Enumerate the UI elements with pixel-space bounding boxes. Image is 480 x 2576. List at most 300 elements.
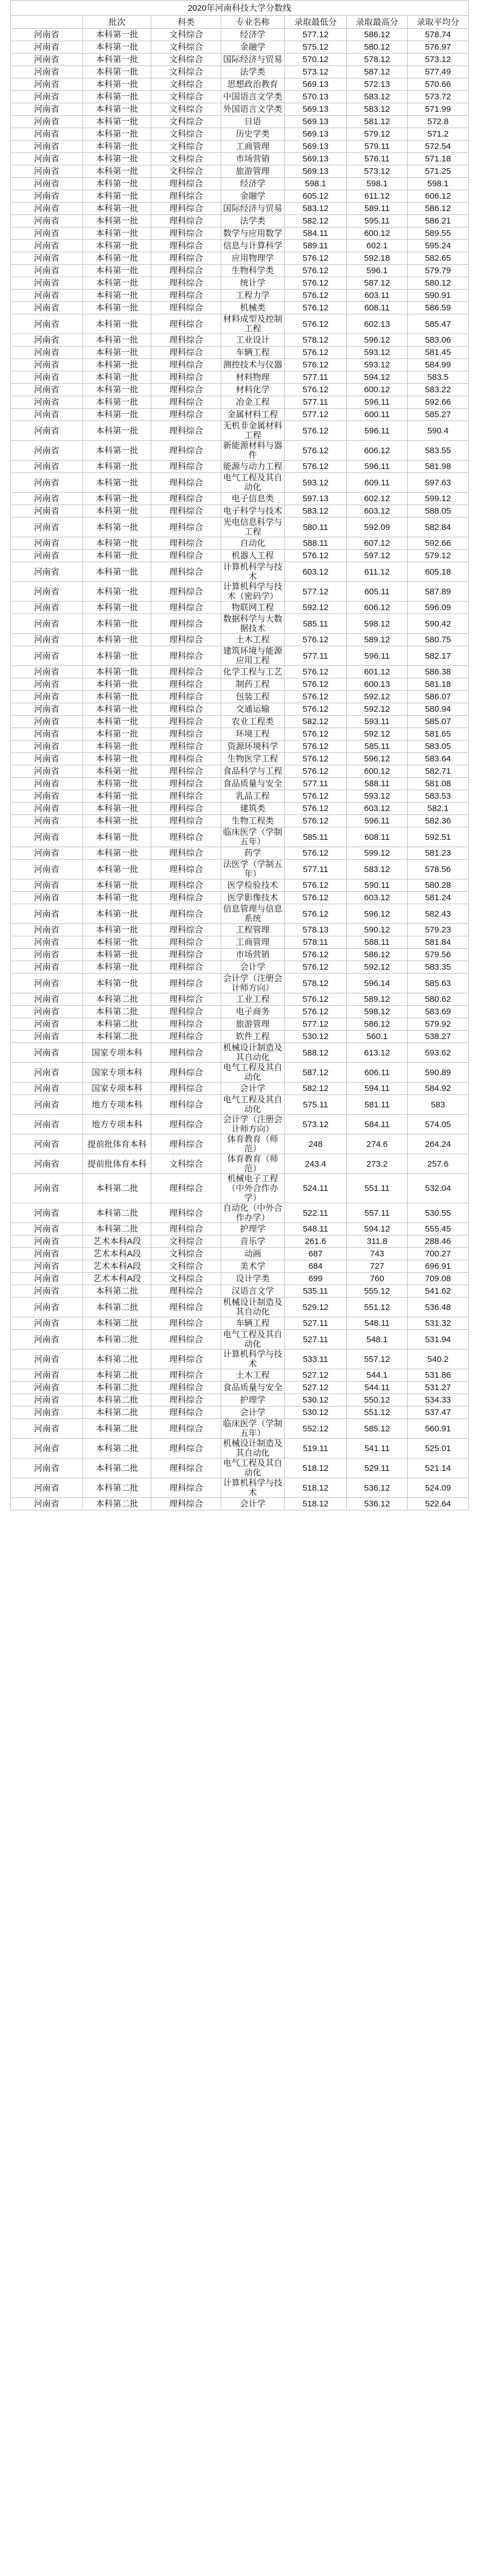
cell-subject: 理科综合 [151, 1203, 221, 1223]
cell-min-score: 585.11 [285, 614, 347, 634]
cell-major: 国际经济与贸易 [221, 203, 284, 215]
cell-avg-score: 581.18 [408, 678, 469, 691]
cell-batch: 本科第一批 [83, 78, 151, 91]
cell-batch: 本科第一批 [83, 716, 151, 728]
cell-major: 国际经济与贸易 [221, 54, 284, 66]
table-row [11, 384, 469, 396]
cell-major: 电气工程及其自动化 [221, 1330, 284, 1350]
cell-major: 法医学（学制五年） [221, 860, 284, 879]
cell-max-score: 536.12 [347, 1478, 408, 1498]
cell-avg-score: 599.12 [408, 493, 469, 505]
table-row [11, 765, 469, 778]
cell-province: 河南省 [11, 1236, 83, 1248]
cell-subject: 理科综合 [151, 1134, 221, 1154]
cell-subject: 理科综合 [151, 550, 221, 562]
table-row [11, 334, 469, 347]
cell-batch: 本科第二批 [83, 993, 151, 1006]
cell-avg-score: 525.01 [408, 1439, 469, 1458]
cell-max-score: 760 [347, 1273, 408, 1285]
cell-max-score: 609.11 [347, 473, 408, 493]
cell-avg-score: 579.92 [408, 1018, 469, 1031]
table-row [11, 190, 469, 203]
cell-province: 河南省 [11, 203, 83, 215]
cell-subject: 理科综合 [151, 1115, 221, 1134]
cell-province: 河南省 [11, 614, 83, 634]
cell-avg-score: 560.91 [408, 1419, 469, 1439]
cell-subject: 理科综合 [151, 240, 221, 252]
cell-max-score: 584.11 [347, 1115, 408, 1134]
cell-avg-score: 580.28 [408, 879, 469, 892]
cell-subject: 理科综合 [151, 1369, 221, 1382]
cell-major: 会计学 [221, 1083, 284, 1095]
table-row [11, 703, 469, 716]
table-row [11, 582, 469, 602]
cell-subject: 理科综合 [151, 227, 221, 240]
cell-province: 河南省 [11, 371, 83, 384]
cell-max-score: 555.12 [347, 1285, 408, 1298]
cell-avg-score: 574.05 [408, 1115, 469, 1134]
cell-max-score: 589.12 [347, 634, 408, 646]
cell-province: 河南省 [11, 240, 83, 252]
cell-province: 河南省 [11, 1498, 83, 1510]
cell-batch: 本科第一批 [83, 178, 151, 190]
cell-min-score: 569.13 [285, 116, 347, 128]
cell-batch: 本科第一批 [83, 936, 151, 949]
table-row [11, 1369, 469, 1382]
cell-province: 河南省 [11, 1174, 83, 1203]
cell-max-score: 606.11 [347, 1063, 408, 1083]
cell-batch: 本科第一批 [83, 277, 151, 290]
cell-batch: 本科第一批 [83, 847, 151, 860]
table-row [11, 1394, 469, 1407]
cell-max-score: 592.12 [347, 728, 408, 741]
cell-min-score: 577.12 [285, 29, 347, 41]
cell-major: 工程力学 [221, 290, 284, 302]
cell-subject: 理科综合 [151, 1063, 221, 1083]
cell-subject: 理科综合 [151, 753, 221, 765]
header-avg-score: 录取平均分 [408, 16, 469, 29]
cell-major: 测控技术与仪器 [221, 359, 284, 371]
cell-min-score: 576.12 [285, 765, 347, 778]
cell-min-score: 578.12 [285, 974, 347, 993]
cell-batch: 本科第一批 [83, 473, 151, 493]
cell-subject: 文科综合 [151, 1273, 221, 1285]
cell-province: 河南省 [11, 1407, 83, 1419]
table-row [11, 302, 469, 314]
cell-max-score: 560.1 [347, 1031, 408, 1043]
cell-province: 河南省 [11, 290, 83, 302]
table-row [11, 790, 469, 803]
cell-max-score: 606.12 [347, 602, 408, 614]
cell-batch: 本科第一批 [83, 728, 151, 741]
table-row [11, 646, 469, 666]
table-row [11, 215, 469, 227]
cell-batch: 本科第一批 [83, 252, 151, 265]
cell-major: 法学类 [221, 66, 284, 78]
cell-major: 冶金工程 [221, 396, 284, 409]
cell-avg-score: 590.4 [408, 421, 469, 441]
cell-batch: 本科第二批 [83, 1203, 151, 1223]
cell-major: 材料成型及控制工程 [221, 314, 284, 334]
cell-province: 河南省 [11, 1439, 83, 1458]
cell-max-score: 602.12 [347, 493, 408, 505]
cell-province: 河南省 [11, 892, 83, 904]
cell-min-score: 576.12 [285, 753, 347, 765]
cell-major: 计算机科学与技术 [221, 1350, 284, 1369]
cell-major: 机械设计制造及其自动化 [221, 1439, 284, 1458]
cell-subject: 理科综合 [151, 518, 221, 537]
cell-batch: 本科第二批 [83, 1439, 151, 1458]
cell-min-score: 518.12 [285, 1458, 347, 1478]
cell-batch: 本科第一批 [83, 359, 151, 371]
cell-max-score: 592.12 [347, 961, 408, 974]
cell-min-score: 243.4 [285, 1154, 347, 1174]
cell-subject: 理科综合 [151, 691, 221, 703]
cell-subject: 理科综合 [151, 974, 221, 993]
cell-subject: 文科综合 [151, 29, 221, 41]
cell-min-score: 578.11 [285, 936, 347, 949]
cell-min-score: 569.13 [285, 165, 347, 178]
table-row [11, 116, 469, 128]
cell-major: 生物医学工程 [221, 753, 284, 765]
cell-min-score: 573.12 [285, 1115, 347, 1134]
cell-max-score: 536.12 [347, 1498, 408, 1510]
cell-batch: 艺术本科A段 [83, 1248, 151, 1260]
cell-batch: 本科第一批 [83, 128, 151, 141]
cell-batch: 本科第一批 [83, 904, 151, 924]
cell-province: 河南省 [11, 396, 83, 409]
cell-subject: 文科综合 [151, 41, 221, 54]
cell-max-score: 598.12 [347, 1006, 408, 1018]
table-row [11, 359, 469, 371]
cell-min-score: 605.12 [285, 190, 347, 203]
cell-max-score: 579.11 [347, 141, 408, 153]
cell-batch: 本科第一批 [83, 691, 151, 703]
cell-min-score: 576.12 [285, 790, 347, 803]
cell-batch: 本科第一批 [83, 29, 151, 41]
cell-avg-score: 598.1 [408, 178, 469, 190]
cell-min-score: 582.12 [285, 1083, 347, 1095]
cell-avg-score: 583.64 [408, 753, 469, 765]
cell-subject: 理科综合 [151, 441, 221, 461]
table-row [11, 1419, 469, 1439]
cell-min-score: 576.12 [285, 691, 347, 703]
cell-major: 材料物理 [221, 371, 284, 384]
cell-avg-score: 590.89 [408, 1063, 469, 1083]
cell-major: 法学类 [221, 215, 284, 227]
cell-major: 车辆工程 [221, 347, 284, 359]
cell-min-score: 576.12 [285, 290, 347, 302]
cell-province: 河南省 [11, 1248, 83, 1260]
cell-max-score: 586.12 [347, 949, 408, 961]
cell-min-score: 576.12 [285, 993, 347, 1006]
cell-min-score: 576.12 [285, 666, 347, 678]
cell-province: 河南省 [11, 1458, 83, 1478]
cell-subject: 理科综合 [151, 1350, 221, 1369]
cell-major: 护理学 [221, 1223, 284, 1236]
cell-max-score: 274.6 [347, 1134, 408, 1154]
cell-avg-score: 592.66 [408, 537, 469, 550]
cell-batch: 本科第一批 [83, 537, 151, 550]
cell-province: 河南省 [11, 1203, 83, 1223]
cell-batch: 本科第一批 [83, 924, 151, 936]
cell-subject: 理科综合 [151, 505, 221, 518]
cell-major: 体育教育（师范） [221, 1154, 284, 1174]
cell-min-score: 570.13 [285, 91, 347, 103]
cell-max-score: 311.8 [347, 1236, 408, 1248]
table-row [11, 441, 469, 461]
cell-major: 电子商务 [221, 1006, 284, 1018]
cell-max-score: 581.12 [347, 116, 408, 128]
table-row [11, 1083, 469, 1095]
cell-batch: 本科第一批 [83, 753, 151, 765]
cell-avg-score: 700.27 [408, 1248, 469, 1260]
cell-min-score: 582.12 [285, 716, 347, 728]
cell-province: 河南省 [11, 993, 83, 1006]
table-row [11, 66, 469, 78]
table-row [11, 1498, 469, 1510]
cell-avg-score: 592.51 [408, 827, 469, 847]
cell-province: 河南省 [11, 924, 83, 936]
cell-batch: 本科第一批 [83, 461, 151, 473]
cell-major: 日语 [221, 116, 284, 128]
cell-province: 河南省 [11, 1018, 83, 1031]
cell-avg-score: 586.07 [408, 691, 469, 703]
cell-major: 自动化 [221, 537, 284, 550]
cell-province: 河南省 [11, 178, 83, 190]
table-row [11, 128, 469, 141]
cell-province: 河南省 [11, 961, 83, 974]
cell-min-score: 577.12 [285, 1018, 347, 1031]
cell-batch: 本科第一批 [83, 103, 151, 116]
cell-major: 工业工程 [221, 993, 284, 1006]
cell-max-score: 573.12 [347, 165, 408, 178]
cell-max-score: 580.12 [347, 41, 408, 54]
cell-max-score: 611.12 [347, 562, 408, 582]
cell-subject: 理科综合 [151, 936, 221, 949]
cell-avg-score: 571.18 [408, 153, 469, 165]
cell-min-score: 569.13 [285, 141, 347, 153]
cell-subject: 理科综合 [151, 537, 221, 550]
cell-subject: 理科综合 [151, 582, 221, 602]
cell-subject: 理科综合 [151, 949, 221, 961]
table-row [11, 240, 469, 252]
cell-province: 河南省 [11, 409, 83, 421]
cell-max-score: 605.11 [347, 582, 408, 602]
table-row [11, 41, 469, 54]
cell-min-score: 576.12 [285, 904, 347, 924]
cell-max-score: 586.12 [347, 29, 408, 41]
cell-province: 河南省 [11, 790, 83, 803]
cell-province: 河南省 [11, 537, 83, 550]
cell-major: 乳品工程 [221, 790, 284, 803]
table-row [11, 277, 469, 290]
cell-major: 药学 [221, 847, 284, 860]
cell-batch: 本科第一批 [83, 860, 151, 879]
cell-subject: 理科综合 [151, 790, 221, 803]
cell-batch: 艺术本科A段 [83, 1260, 151, 1273]
cell-batch: 本科第一批 [83, 634, 151, 646]
cell-min-score: 580.11 [285, 518, 347, 537]
cell-province: 河南省 [11, 666, 83, 678]
cell-min-score: 576.12 [285, 728, 347, 741]
cell-avg-score: 582.65 [408, 252, 469, 265]
cell-subject: 理科综合 [151, 778, 221, 790]
table-row [11, 1298, 469, 1317]
cell-max-score: 583.12 [347, 103, 408, 116]
cell-province: 河南省 [11, 1317, 83, 1330]
cell-subject: 理科综合 [151, 803, 221, 815]
cell-major: 会计学（注册会计师方向） [221, 974, 284, 993]
table-row [11, 1174, 469, 1203]
table-row [11, 1006, 469, 1018]
cell-major: 计算机科学与技术 [221, 1478, 284, 1498]
cell-max-score: 596.11 [347, 646, 408, 666]
cell-subject: 理科综合 [151, 421, 221, 441]
cell-min-score: 576.12 [285, 1006, 347, 1018]
table-row [11, 1236, 469, 1248]
cell-batch: 本科第一批 [83, 550, 151, 562]
cell-avg-score: 582.36 [408, 815, 469, 827]
cell-max-score: 588.11 [347, 778, 408, 790]
table-row [11, 602, 469, 614]
cell-province: 河南省 [11, 1063, 83, 1083]
cell-subject: 理科综合 [151, 827, 221, 847]
table-row [11, 421, 469, 441]
cell-min-score: 570.12 [285, 54, 347, 66]
table-row [11, 203, 469, 215]
cell-subject: 文科综合 [151, 116, 221, 128]
cell-subject: 理科综合 [151, 302, 221, 314]
cell-max-score: 602.13 [347, 314, 408, 334]
cell-major: 医学影像技术 [221, 892, 284, 904]
table-row [11, 78, 469, 91]
cell-max-score: 600.11 [347, 409, 408, 421]
cell-min-score: 576.12 [285, 550, 347, 562]
cell-batch: 本科第一批 [83, 265, 151, 277]
cell-batch: 本科第一批 [83, 562, 151, 582]
table-row [11, 396, 469, 409]
cell-avg-score: 537.47 [408, 1407, 469, 1419]
table-row [11, 252, 469, 265]
table-row [11, 141, 469, 153]
cell-max-score: 593.12 [347, 359, 408, 371]
cell-major: 电气工程及其自动化 [221, 1095, 284, 1115]
cell-subject: 理科综合 [151, 741, 221, 753]
cell-subject: 理科综合 [151, 1031, 221, 1043]
cell-min-score: 577.11 [285, 646, 347, 666]
cell-province: 河南省 [11, 141, 83, 153]
cell-max-score: 611.12 [347, 190, 408, 203]
cell-batch: 本科第二批 [83, 1174, 151, 1203]
cell-avg-score: 593.62 [408, 1043, 469, 1063]
cell-max-score: 590.11 [347, 879, 408, 892]
cell-avg-score: 571.25 [408, 165, 469, 178]
cell-avg-score: 580.62 [408, 993, 469, 1006]
cell-min-score: 684 [285, 1260, 347, 1273]
table-row [11, 1439, 469, 1458]
cell-avg-score: 592.66 [408, 396, 469, 409]
cell-avg-score: 570.66 [408, 78, 469, 91]
cell-max-score: 596.14 [347, 974, 408, 993]
cell-max-score: 593.12 [347, 347, 408, 359]
cell-batch: 本科第一批 [83, 614, 151, 634]
cell-max-score: 592.12 [347, 691, 408, 703]
cell-max-score: 551.11 [347, 1174, 408, 1203]
cell-province: 河南省 [11, 550, 83, 562]
cell-min-score: 519.11 [285, 1439, 347, 1458]
cell-major: 数学与应用数学 [221, 227, 284, 240]
cell-province: 河南省 [11, 778, 83, 790]
cell-batch: 国家专项本科 [83, 1043, 151, 1063]
table-row [11, 892, 469, 904]
cell-batch: 本科第一批 [83, 116, 151, 128]
cell-subject: 文科综合 [151, 1154, 221, 1174]
cell-major: 市场营销 [221, 153, 284, 165]
cell-major: 电气工程及其自动化 [221, 1063, 284, 1083]
table-row [11, 728, 469, 741]
cell-province: 河南省 [11, 302, 83, 314]
cell-max-score: 576.11 [347, 153, 408, 165]
cell-avg-score: 590.91 [408, 290, 469, 302]
table-row [11, 1134, 469, 1154]
cell-province: 河南省 [11, 29, 83, 41]
cell-min-score: 576.12 [285, 961, 347, 974]
cell-major: 食品质量与安全 [221, 778, 284, 790]
cell-min-score: 261.6 [285, 1236, 347, 1248]
cell-min-score: 527.11 [285, 1317, 347, 1330]
cell-avg-score: 580.94 [408, 703, 469, 716]
cell-province: 河南省 [11, 1260, 83, 1273]
cell-subject: 理科综合 [151, 203, 221, 215]
cell-min-score: 577.12 [285, 409, 347, 421]
cell-province: 河南省 [11, 165, 83, 178]
cell-max-score: 578.12 [347, 54, 408, 66]
cell-subject: 理科综合 [151, 1095, 221, 1115]
cell-batch: 本科第一批 [83, 703, 151, 716]
cell-subject: 理科综合 [151, 1043, 221, 1063]
table-row [11, 1063, 469, 1083]
cell-max-score: 589.12 [347, 993, 408, 1006]
table-row [11, 153, 469, 165]
cell-min-score: 576.12 [285, 741, 347, 753]
cell-avg-score: 581.08 [408, 778, 469, 790]
cell-avg-score: 590.42 [408, 614, 469, 634]
cell-max-score: 592.12 [347, 703, 408, 716]
table-row [11, 562, 469, 582]
cell-subject: 文科综合 [151, 54, 221, 66]
cell-max-score: 586.12 [347, 1018, 408, 1031]
header-major: 专业名称 [221, 16, 284, 29]
cell-avg-score: 531.86 [408, 1369, 469, 1382]
cell-min-score: 518.12 [285, 1478, 347, 1498]
cell-max-score: 603.11 [347, 290, 408, 302]
cell-province: 河南省 [11, 277, 83, 290]
table-body [11, 1, 469, 1510]
cell-min-score: 699 [285, 1273, 347, 1285]
table-row [11, 1203, 469, 1223]
cell-max-score: 590.12 [347, 924, 408, 936]
cell-major: 机械设计制造及其自动化 [221, 1043, 284, 1063]
cell-avg-score: 577.49 [408, 66, 469, 78]
cell-province: 河南省 [11, 78, 83, 91]
cell-province: 河南省 [11, 359, 83, 371]
cell-max-score: 596.12 [347, 753, 408, 765]
cell-subject: 理科综合 [151, 1083, 221, 1095]
table-row [11, 1223, 469, 1236]
cell-avg-score: 582.17 [408, 646, 469, 666]
table-row [11, 879, 469, 892]
